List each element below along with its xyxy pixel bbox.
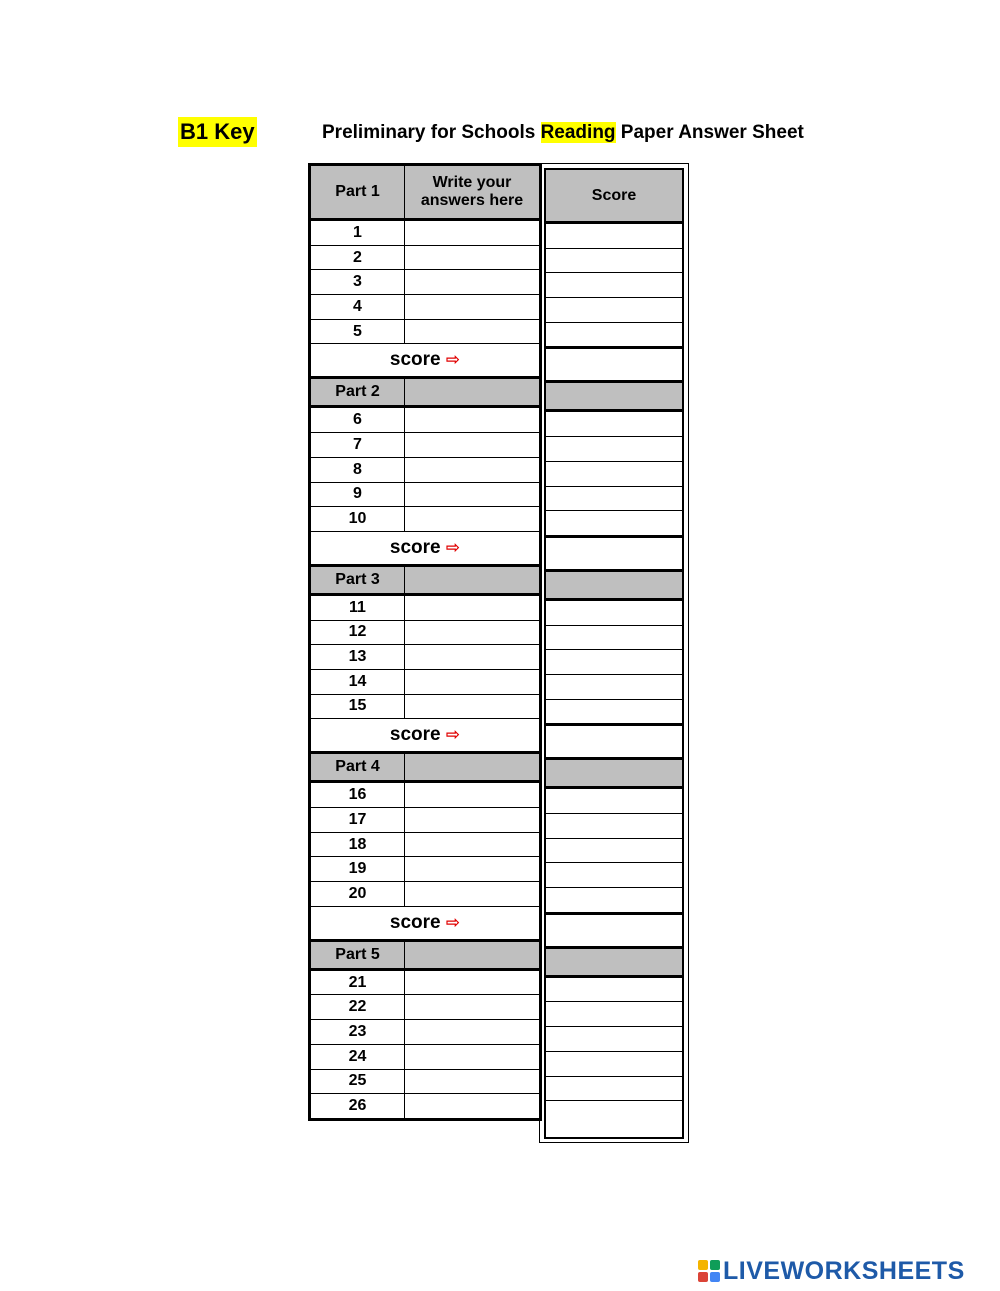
score-row [546,814,682,839]
question-row [310,882,541,907]
right-arrow-icon: ⇨ [445,725,461,745]
answer-cell[interactable] [405,270,541,295]
part-header-blank [405,378,541,407]
score-row [546,411,682,437]
question-row [310,1069,541,1094]
score-cell[interactable] [546,411,682,437]
part-score-row [310,906,541,940]
part-label: Part 3 [310,565,405,594]
question-number: 3 [310,270,405,295]
question-number: 1 [310,220,405,246]
part-score-label [310,906,541,940]
answer-cell[interactable] [405,457,541,482]
part-score-label [310,344,541,378]
score-row [546,1027,682,1052]
question-number: 17 [310,808,405,833]
question-number: 12 [310,620,405,645]
header-row [310,165,541,220]
score-cell[interactable] [546,1002,682,1027]
score-cell[interactable] [546,699,682,725]
score-cell[interactable] [546,838,682,863]
score-row [546,888,682,914]
answer-cell[interactable] [405,220,541,246]
answer-cell[interactable] [405,1044,541,1069]
answer-cell[interactable] [405,620,541,645]
question-row [310,620,541,645]
answer-cell[interactable] [405,882,541,907]
question-number: 15 [310,694,405,719]
part-score-row [310,719,541,753]
question-row [310,832,541,857]
part-label: Part 4 [310,753,405,782]
score-label: score [389,536,441,558]
answer-cell[interactable] [405,645,541,670]
logo-text: LIVEWORKSHEETS [723,1256,965,1285]
score-cell[interactable] [546,437,682,462]
question-row [310,694,541,719]
part-header-row [310,753,541,782]
part-score-total-cell[interactable] [546,348,682,382]
score-row [546,486,682,511]
question-row [310,645,541,670]
score-cell[interactable] [546,976,682,1002]
answer-cell[interactable] [405,245,541,270]
score-cell[interactable] [546,599,682,625]
question-number: 9 [310,482,405,507]
part-score-row [310,531,541,565]
score-row [546,674,682,699]
question-number: 25 [310,1069,405,1094]
question-row [310,594,541,620]
score-cell[interactable] [546,1051,682,1076]
question-number: 8 [310,457,405,482]
score-cell[interactable] [546,298,682,323]
question-number: 23 [310,1020,405,1045]
liveworksheets-logo [698,1256,965,1286]
question-row [310,482,541,507]
question-number: 7 [310,433,405,458]
part-header-blank [405,565,541,594]
question-row [310,507,541,532]
question-row [310,782,541,808]
question-number: 14 [310,669,405,694]
answer-cell[interactable] [405,694,541,719]
question-number: 16 [310,782,405,808]
score-cell[interactable] [546,814,682,839]
question-row [310,1094,541,1120]
part-score-total-cell[interactable] [546,913,682,947]
score-row [546,788,682,814]
score-row [546,863,682,888]
score-cell[interactable] [546,863,682,888]
question-row [310,995,541,1020]
question-row [310,669,541,694]
part-label: Part 5 [310,940,405,969]
score-part-header-blank [546,947,682,976]
part-score-row [310,344,541,378]
score-cell[interactable] [546,511,682,537]
question-number: 26 [310,1094,405,1120]
reading-highlight: Reading [540,122,616,143]
question-row [310,1044,541,1069]
score-row [546,223,682,249]
score-part-header-row [546,947,682,976]
score-cell[interactable] [546,1027,682,1052]
score-cell[interactable] [546,486,682,511]
question-number: 4 [310,295,405,320]
score-row [546,976,682,1002]
score-part-header-row [546,759,682,788]
score-row [546,699,682,725]
score-part-header-row [546,570,682,599]
score-part-header-blank [546,382,682,411]
page-title: Preliminary for Schools Reading Paper Answer Sheet [322,122,804,143]
score-row [546,1101,682,1125]
part-header-row [310,940,541,969]
right-arrow-icon: ⇨ [445,350,461,370]
answer-cell[interactable] [405,782,541,808]
score-row [546,1076,682,1101]
logo-blocks-icon [698,1260,720,1282]
part-score-total-row [546,536,682,570]
answer-cell[interactable] [405,1020,541,1045]
question-row [310,433,541,458]
part-score-label [310,531,541,565]
question-row [310,319,541,344]
answer-cell[interactable] [405,995,541,1020]
score-part-header-row [546,382,682,411]
score-label: score [389,911,441,933]
question-row [310,457,541,482]
question-number: 18 [310,832,405,857]
question-row [310,808,541,833]
question-row [310,295,541,320]
col-score-header: Score [546,170,682,223]
score-cell[interactable] [546,674,682,699]
question-number: 13 [310,645,405,670]
question-row [310,270,541,295]
answer-cell[interactable] [405,594,541,620]
answer-cell[interactable] [405,407,541,433]
col-answers-header: Write your answers here [405,165,541,220]
part-header-blank [405,753,541,782]
part-header-row [310,378,541,407]
score-row [546,511,682,537]
part-score-total-row [546,725,682,759]
question-number: 11 [310,594,405,620]
score-cell[interactable] [546,273,682,298]
answer-table [308,163,539,1121]
question-number: 20 [310,882,405,907]
part-score-total-row [546,348,682,382]
score-cell[interactable] [546,650,682,675]
answer-cell[interactable] [405,669,541,694]
question-row [310,969,541,995]
score-cell[interactable] [546,461,682,486]
answer-cell[interactable] [405,1069,541,1094]
score-column [539,163,689,1143]
score-row [546,273,682,298]
right-arrow-icon: ⇨ [445,912,461,932]
question-number: 2 [310,245,405,270]
score-row [546,838,682,863]
part-score-label [310,719,541,753]
answer-cell[interactable] [405,295,541,320]
score-cell[interactable] [546,888,682,914]
question-number: 22 [310,995,405,1020]
score-row [546,599,682,625]
score-label: score [389,724,441,746]
question-number: 5 [310,319,405,344]
answer-cell[interactable] [405,969,541,995]
answer-cell[interactable] [405,832,541,857]
answer-cell[interactable] [405,319,541,344]
answer-cell[interactable] [405,857,541,882]
part-score-total-cell[interactable] [546,536,682,570]
score-part-header-blank [546,570,682,599]
question-row [310,857,541,882]
score-label: score [389,349,441,371]
answer-cell[interactable] [405,482,541,507]
score-row [546,1051,682,1076]
score-row [546,298,682,323]
part-label: Part 2 [310,378,405,407]
score-cell[interactable] [546,625,682,650]
score-cell[interactable] [546,788,682,814]
answer-cell[interactable] [405,808,541,833]
score-row [546,248,682,273]
score-row [546,1002,682,1027]
score-cell[interactable] [546,248,682,273]
score-cell[interactable] [546,223,682,249]
score-cell[interactable] [546,1076,682,1101]
right-arrow-icon: ⇨ [445,537,461,557]
score-row [546,461,682,486]
score-row [546,437,682,462]
part-header-blank [405,940,541,969]
question-row [310,1020,541,1045]
answer-cell[interactable] [405,507,541,532]
question-row [310,407,541,433]
answer-cell[interactable] [405,1094,541,1120]
question-row [310,220,541,246]
score-part-header-blank [546,759,682,788]
question-number: 24 [310,1044,405,1069]
question-number: 10 [310,507,405,532]
level-label: B1 Key [178,117,257,147]
score-row [546,625,682,650]
part-score-total-row [546,913,682,947]
score-cell[interactable] [546,1101,682,1125]
question-number: 19 [310,857,405,882]
score-row [546,322,682,348]
score-row [546,650,682,675]
part-score-total-cell[interactable] [546,725,682,759]
col-part-header: Part 1 [310,165,405,220]
question-number: 21 [310,969,405,995]
question-row [310,245,541,270]
question-number: 6 [310,407,405,433]
score-header-row [546,170,682,223]
score-cell[interactable] [546,322,682,348]
part-header-row [310,565,541,594]
answer-cell[interactable] [405,433,541,458]
